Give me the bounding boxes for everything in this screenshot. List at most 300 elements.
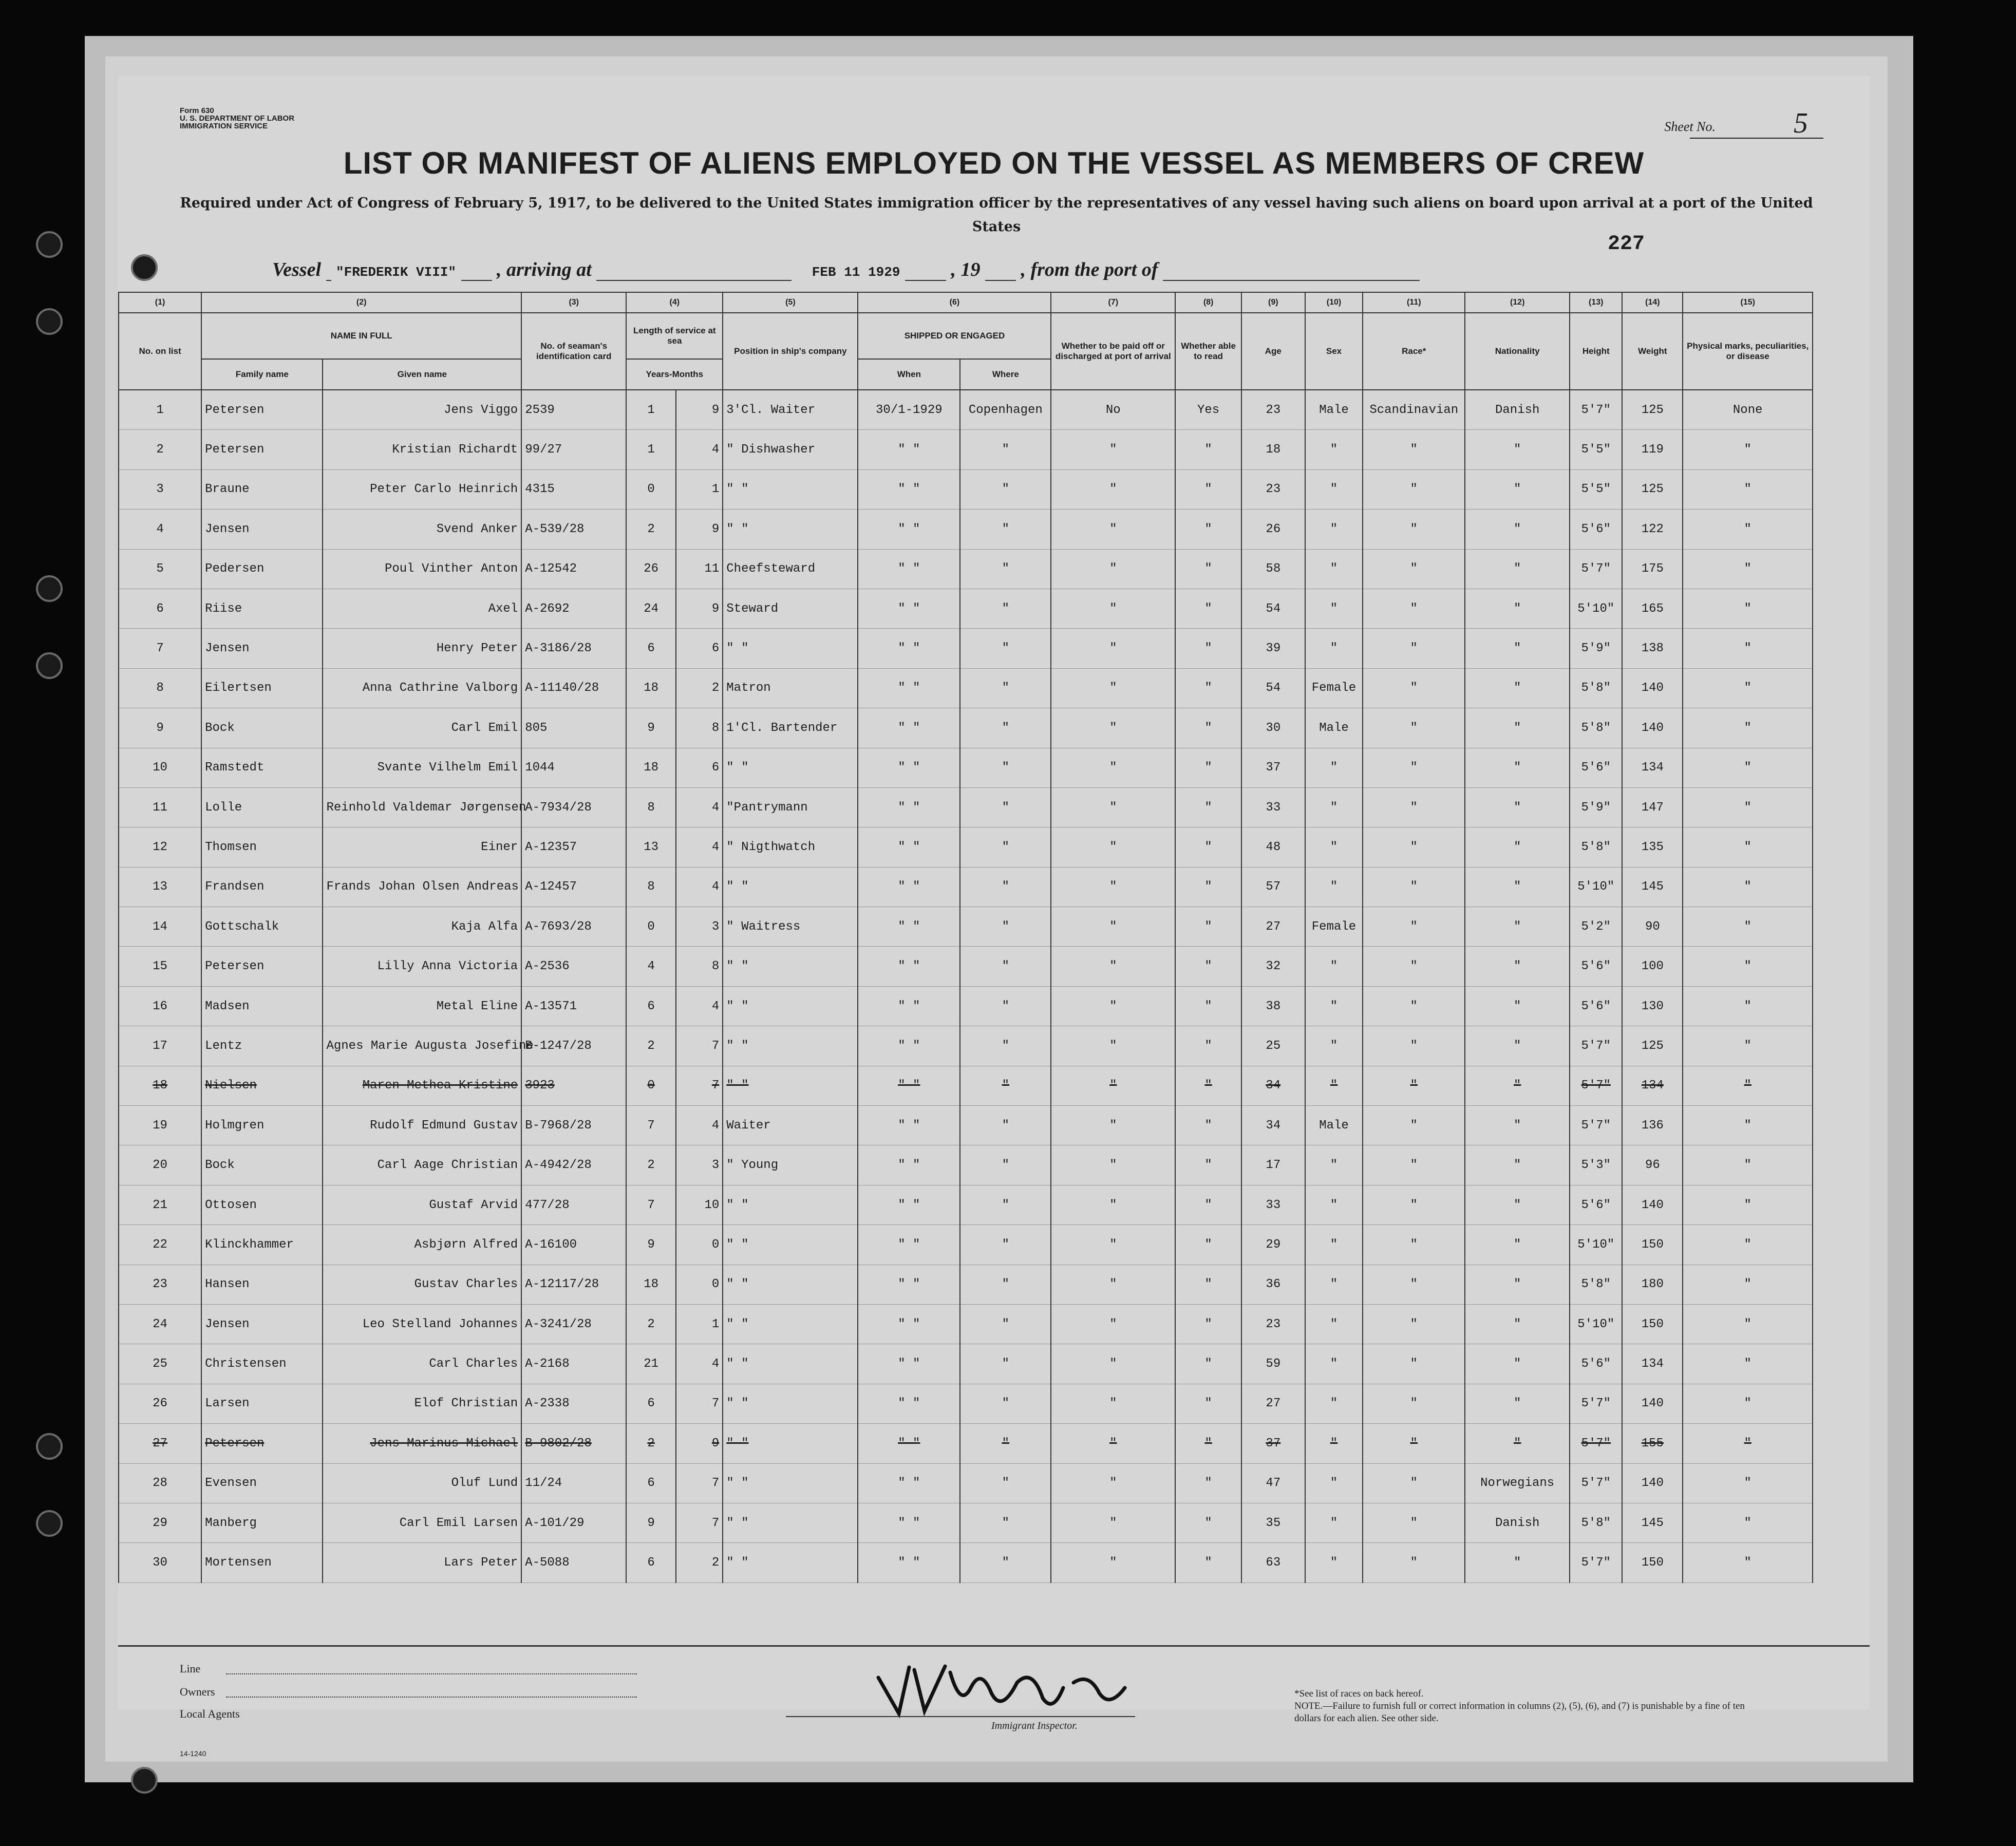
cell-marks: " (1683, 589, 1813, 628)
cell-card: A-16100 (521, 1225, 626, 1265)
cell-paid: " (1051, 787, 1175, 827)
cell-years: 6 (626, 986, 676, 1026)
cell-race: " (1363, 469, 1465, 509)
cell-where: " (960, 430, 1051, 469)
cell-age: 33 (1241, 1185, 1305, 1225)
cell-family: Jensen (201, 1304, 323, 1344)
cell-no: 7 (119, 629, 201, 668)
cell-when: " " (858, 827, 960, 867)
header-where: Where (960, 359, 1051, 390)
cell-weight: 140 (1622, 1463, 1683, 1503)
cell-height: 5'10" (1570, 1304, 1622, 1344)
cell-where: " (960, 1304, 1051, 1344)
cell-where: " (960, 1026, 1051, 1066)
cell-age: 58 (1241, 549, 1305, 589)
binder-hole (36, 575, 63, 602)
cell-given: Gustav Charles (323, 1265, 521, 1304)
cell-when: " " (858, 1304, 960, 1344)
cell-no: 27 (119, 1424, 201, 1463)
cell-nat: " (1465, 430, 1570, 469)
year-label: , 19 (951, 259, 981, 280)
cell-where: " (960, 1503, 1051, 1542)
vessel-label: Vessel (272, 259, 321, 280)
cell-when: 30/1-1929 (858, 390, 960, 430)
cell-family: Pedersen (201, 549, 323, 589)
cell-no: 29 (119, 1503, 201, 1542)
binder-hole (131, 254, 158, 281)
cell-when: " " (858, 430, 960, 469)
cell-family: Petersen (201, 430, 323, 469)
cell-paid: " (1051, 947, 1175, 986)
cell-read: " (1175, 469, 1241, 509)
cell-card: 11/24 (521, 1463, 626, 1503)
cell-card: B-7968/28 (521, 1106, 626, 1145)
cell-read: " (1175, 1106, 1241, 1145)
cell-months: 11 (676, 549, 723, 589)
cell-sex: " (1305, 1185, 1363, 1225)
inspector-signature (868, 1657, 1145, 1724)
cell-months: 1 (676, 1304, 723, 1344)
cell-race: " (1363, 1026, 1465, 1066)
cell-given: Jens Marinus Michael (323, 1424, 521, 1463)
table-row (119, 1106, 1813, 1145)
cell-months: 4 (676, 1344, 723, 1384)
cell-family: Petersen (201, 947, 323, 986)
cell-age: 57 (1241, 867, 1305, 907)
col-number-14: (14) (1622, 292, 1683, 313)
cell-sex: Female (1305, 668, 1363, 708)
header-paid-off: Whether to be paid off or discharged at port of arrival (1051, 313, 1175, 390)
cell-age: 37 (1241, 748, 1305, 787)
cell-nat: Danish (1465, 390, 1570, 430)
cell-given: Carl Emil (323, 708, 521, 748)
cell-no: 19 (119, 1106, 201, 1145)
cell-given: Svend Anker (323, 510, 521, 549)
cell-nat: " (1465, 1106, 1570, 1145)
cell-sex: " (1305, 1225, 1363, 1265)
cell-no: 23 (119, 1265, 201, 1304)
cell-where: " (960, 1344, 1051, 1384)
cell-no: 5 (119, 549, 201, 589)
cell-no: 22 (119, 1225, 201, 1265)
cell-nat: " (1465, 1026, 1570, 1066)
cell-months: 4 (676, 1106, 723, 1145)
cell-marks: " (1683, 748, 1813, 787)
cell-no: 13 (119, 867, 201, 907)
header-given-name: Given name (323, 359, 521, 390)
cell-marks: " (1683, 1463, 1813, 1503)
cell-position: " " (723, 629, 858, 668)
cell-position: " Young (723, 1145, 858, 1185)
cell-race: " (1363, 1185, 1465, 1225)
cell-years: 18 (626, 1265, 676, 1304)
cell-race: " (1363, 1344, 1465, 1384)
cell-years: 9 (626, 1225, 676, 1265)
cell-height: 5'10" (1570, 867, 1622, 907)
cell-race: " (1363, 1225, 1465, 1265)
cell-read: " (1175, 1503, 1241, 1542)
cell-nat: " (1465, 827, 1570, 867)
cell-nat: " (1465, 867, 1570, 907)
cell-weight: 136 (1622, 1106, 1683, 1145)
form-code: 14-1240 (180, 1749, 206, 1758)
cell-weight: 100 (1622, 947, 1683, 986)
vessel-name: "FREDERIK VIII" (336, 265, 457, 280)
cell-sex: " (1305, 986, 1363, 1026)
cell-given: Rudolf Edmund Gustav (323, 1106, 521, 1145)
cell-when: " " (858, 668, 960, 708)
department-label: U. S. DEPARTMENT OF LABOR (180, 114, 295, 123)
cell-given: Carl Charles (323, 1344, 521, 1384)
cell-paid: " (1051, 1543, 1175, 1583)
cell-position: " " (723, 1424, 858, 1463)
cell-read: Yes (1175, 390, 1241, 430)
cell-height: 5'7" (1570, 1026, 1622, 1066)
cell-where: Copenhagen (960, 390, 1051, 430)
cell-nat: " (1465, 947, 1570, 986)
cell-months: 7 (676, 1066, 723, 1105)
cell-family: Jensen (201, 629, 323, 668)
table-row (119, 1145, 1813, 1185)
cell-height: 5'7" (1570, 1066, 1622, 1105)
cell-read: " (1175, 430, 1241, 469)
cell-age: 37 (1241, 1424, 1305, 1463)
cell-years: 2 (626, 1026, 676, 1066)
cell-race: " (1363, 1384, 1465, 1423)
cell-nat: " (1465, 708, 1570, 748)
cell-card: A-12117/28 (521, 1265, 626, 1304)
cell-weight: 140 (1622, 1185, 1683, 1225)
cell-paid: No (1051, 390, 1175, 430)
binder-hole (36, 652, 63, 679)
cell-paid: " (1051, 1225, 1175, 1265)
cell-marks: " (1683, 867, 1813, 907)
cell-years: 6 (626, 1384, 676, 1423)
cell-marks: " (1683, 510, 1813, 549)
cell-read: " (1175, 1424, 1241, 1463)
col-number-8: (8) (1175, 292, 1241, 313)
cell-height: 5'6" (1570, 1344, 1622, 1384)
cell-weight: 140 (1622, 708, 1683, 748)
cell-where: " (960, 510, 1051, 549)
cell-paid: " (1051, 1503, 1175, 1542)
cell-marks: " (1683, 629, 1813, 668)
cell-years: 8 (626, 787, 676, 827)
cell-marks: " (1683, 1424, 1813, 1463)
cell-card: A-7693/28 (521, 907, 626, 947)
cell-read: " (1175, 1265, 1241, 1304)
cell-card: 1044 (521, 748, 626, 787)
cell-weight: 180 (1622, 1265, 1683, 1304)
cell-read: " (1175, 510, 1241, 549)
cell-given: Peter Carlo Heinrich (323, 469, 521, 509)
cell-family: Larsen (201, 1384, 323, 1423)
form-identifier (180, 107, 294, 130)
cell-no: 8 (119, 668, 201, 708)
cell-card: A-13571 (521, 986, 626, 1026)
cell-position: Steward (723, 589, 858, 628)
cell-read: " (1175, 549, 1241, 589)
cell-marks: " (1683, 986, 1813, 1026)
cell-read: " (1175, 1344, 1241, 1384)
cell-sex: " (1305, 867, 1363, 907)
cell-nat: " (1465, 1225, 1570, 1265)
cell-where: " (960, 1145, 1051, 1185)
cell-nat: " (1465, 1265, 1570, 1304)
header-family-name: Family name (201, 359, 323, 390)
cell-months: 1 (676, 469, 723, 509)
header-age: Age (1241, 313, 1305, 390)
cell-card: A-2692 (521, 589, 626, 628)
cell-read: " (1175, 1145, 1241, 1185)
cell-sex: " (1305, 1424, 1363, 1463)
cell-given: Lars Peter (323, 1543, 521, 1583)
cell-race: " (1363, 867, 1465, 907)
cell-given: Asbjørn Alfred (323, 1225, 521, 1265)
cell-read: " (1175, 708, 1241, 748)
cell-weight: 155 (1622, 1424, 1683, 1463)
cell-given: Maren Methea Kristine (323, 1066, 521, 1105)
cell-sex: " (1305, 1503, 1363, 1542)
table-row (119, 629, 1813, 668)
cell-sex: " (1305, 589, 1363, 628)
cell-when: " " (858, 1463, 960, 1503)
cell-where: " (960, 708, 1051, 748)
cell-card: 477/28 (521, 1185, 626, 1225)
cell-marks: " (1683, 1145, 1813, 1185)
cell-paid: " (1051, 1265, 1175, 1304)
cell-weight: 135 (1622, 827, 1683, 867)
cell-family: Petersen (201, 1424, 323, 1463)
col-number-12: (12) (1465, 292, 1570, 313)
cell-position: " " (723, 947, 858, 986)
cell-paid: " (1051, 510, 1175, 549)
cell-weight: 122 (1622, 510, 1683, 549)
cell-marks: " (1683, 668, 1813, 708)
cell-race: " (1363, 748, 1465, 787)
table-row (119, 986, 1813, 1026)
cell-age: 27 (1241, 1384, 1305, 1423)
table-row (119, 1185, 1813, 1225)
cell-weight: 90 (1622, 907, 1683, 947)
cell-no: 11 (119, 787, 201, 827)
cell-nat: " (1465, 469, 1570, 509)
document-title: LIST OR MANIFEST OF ALIENS EMPLOYED ON THE VESSEL AS MEMBERS OF CREW (343, 146, 1645, 180)
cell-weight: 119 (1622, 430, 1683, 469)
cell-given: Einer (323, 827, 521, 867)
cell-position: " " (723, 1384, 858, 1423)
cell-family: Ottosen (201, 1185, 323, 1225)
cell-weight: 125 (1622, 1026, 1683, 1066)
footer-notes (1294, 1688, 1746, 1725)
cell-read: " (1175, 1066, 1241, 1105)
cell-position: " " (723, 748, 858, 787)
owners-label: Owners (180, 1685, 215, 1698)
cell-position: " " (723, 1344, 858, 1384)
cell-family: Gottschalk (201, 907, 323, 947)
sheet-underline (1690, 138, 1823, 139)
cell-read: " (1175, 1304, 1241, 1344)
cell-where: " (960, 1424, 1051, 1463)
cell-when: " " (858, 1424, 960, 1463)
cell-age: 17 (1241, 1145, 1305, 1185)
cell-race: " (1363, 1145, 1465, 1185)
cell-where: " (960, 629, 1051, 668)
line-field (226, 1673, 637, 1674)
cell-marks: " (1683, 1225, 1813, 1265)
document-subtitle: Required under Act of Congress of February 5, 1917, to be delivered to the United States immigration officer by the representatives of any vessel having such aliens on board upon arrival at a port of the United States (180, 195, 1813, 235)
cell-when: " " (858, 907, 960, 947)
cell-months: 6 (676, 748, 723, 787)
cell-paid: " (1051, 1185, 1175, 1225)
cell-read: " (1175, 748, 1241, 787)
cell-sex: " (1305, 1463, 1363, 1503)
cell-given: Kaja Alfa (323, 907, 521, 947)
cell-years: 0 (626, 1066, 676, 1105)
cell-family: Thomsen (201, 827, 323, 867)
cell-family: Evensen (201, 1463, 323, 1503)
cell-given: Svante Vilhelm Emil (323, 748, 521, 787)
cell-read: " (1175, 907, 1241, 947)
cell-paid: " (1051, 1463, 1175, 1503)
header-shipped: SHIPPED OR ENGAGED (858, 313, 1051, 359)
cell-months: 8 (676, 947, 723, 986)
cell-months: 10 (676, 1185, 723, 1225)
cell-months: 0 (676, 1265, 723, 1304)
cell-paid: " (1051, 827, 1175, 867)
cell-position: " " (723, 1304, 858, 1344)
cell-race: " (1363, 1424, 1465, 1463)
cell-position: " " (723, 1026, 858, 1066)
cell-marks: " (1683, 1026, 1813, 1066)
service-label: IMMIGRATION SERVICE (180, 122, 268, 130)
cell-race: " (1363, 430, 1465, 469)
header-name-in-full: NAME IN FULL (201, 313, 521, 359)
inspector-label: Immigrant Inspector. (991, 1720, 1078, 1731)
cell-family: Lolle (201, 787, 323, 827)
cell-sex: " (1305, 827, 1363, 867)
cell-card: 4315 (521, 469, 626, 509)
cell-height: 5'5" (1570, 469, 1622, 509)
cell-weight: 175 (1622, 549, 1683, 589)
table-row (119, 1384, 1813, 1423)
cell-no: 4 (119, 510, 201, 549)
cell-where: " (960, 1106, 1051, 1145)
cell-race: " (1363, 510, 1465, 549)
cell-paid: " (1051, 867, 1175, 907)
table-row (119, 1463, 1813, 1503)
cell-sex: " (1305, 1265, 1363, 1304)
manifest-footer (118, 1645, 1870, 1758)
cell-age: 27 (1241, 907, 1305, 947)
cell-no: 26 (119, 1384, 201, 1423)
cell-height: 5'9" (1570, 787, 1622, 827)
cell-family: Jensen (201, 510, 323, 549)
cell-weight: 130 (1622, 986, 1683, 1026)
cell-paid: " (1051, 668, 1175, 708)
table-row (119, 668, 1813, 708)
cell-years: 7 (626, 1185, 676, 1225)
cell-when: " " (858, 549, 960, 589)
cell-years: 6 (626, 1543, 676, 1583)
cell-sex: Male (1305, 708, 1363, 748)
cell-height: 5'7" (1570, 390, 1622, 430)
cell-no: 2 (119, 430, 201, 469)
cell-height: 5'7" (1570, 549, 1622, 589)
cell-marks: None (1683, 390, 1813, 430)
cell-no: 3 (119, 469, 201, 509)
cell-sex: Female (1305, 907, 1363, 947)
cell-card: A-2338 (521, 1384, 626, 1423)
cell-position: 3'Cl. Waiter (723, 390, 858, 430)
cell-height: 5'3" (1570, 1145, 1622, 1185)
cell-months: 8 (676, 708, 723, 748)
cell-given: Axel (323, 589, 521, 628)
cell-paid: " (1051, 1145, 1175, 1185)
cell-card: A-101/29 (521, 1503, 626, 1542)
cell-nat: " (1465, 589, 1570, 628)
cell-position: " " (723, 1225, 858, 1265)
cell-no: 17 (119, 1026, 201, 1066)
header-id-card: No. of seaman's identification card (521, 313, 626, 390)
col-number-6: (6) (858, 292, 1051, 313)
cell-given: Leo Stelland Johannes (323, 1304, 521, 1344)
cell-no: 6 (119, 589, 201, 628)
cell-card: A-12457 (521, 867, 626, 907)
table-row (119, 1424, 1813, 1463)
cell-years: 2 (626, 1145, 676, 1185)
cell-when: " " (858, 1265, 960, 1304)
cell-height: 5'9" (1570, 629, 1622, 668)
cell-card: A-2536 (521, 947, 626, 986)
cell-months: 7 (676, 1463, 723, 1503)
cell-weight: 145 (1622, 1503, 1683, 1542)
cell-when: " " (858, 1185, 960, 1225)
table-row (119, 1543, 1813, 1583)
col-number-1: (1) (119, 292, 201, 313)
cell-weight: 125 (1622, 469, 1683, 509)
binder-hole (36, 231, 63, 258)
cell-sex: " (1305, 469, 1363, 509)
cell-years: 18 (626, 748, 676, 787)
cell-months: 3 (676, 1145, 723, 1185)
cell-where: " (960, 748, 1051, 787)
cell-race: " (1363, 549, 1465, 589)
cell-read: " (1175, 629, 1241, 668)
cell-family: Ramstedt (201, 748, 323, 787)
cell-no: 24 (119, 1304, 201, 1344)
cell-years: 2 (626, 1304, 676, 1344)
cell-given: Agnes Marie Augusta Josefine (323, 1026, 521, 1066)
from-port-label: , from the port of (1021, 259, 1158, 280)
cell-family: Madsen (201, 986, 323, 1026)
table-row (119, 1265, 1813, 1304)
cell-when: " " (858, 1503, 960, 1542)
cell-where: " (960, 589, 1051, 628)
cell-months: 9 (676, 510, 723, 549)
cell-years: 0 (626, 907, 676, 947)
cell-position: " Waitress (723, 907, 858, 947)
col-number-5: (5) (723, 292, 858, 313)
cell-where: " (960, 1463, 1051, 1503)
cell-weight: 138 (1622, 629, 1683, 668)
cell-race: " (1363, 1503, 1465, 1542)
cell-months: 4 (676, 986, 723, 1026)
header-sex: Sex (1305, 313, 1363, 390)
cell-months: 7 (676, 1384, 723, 1423)
agents-label: Local Agents (180, 1707, 240, 1720)
cell-card: A-4942/28 (521, 1145, 626, 1185)
